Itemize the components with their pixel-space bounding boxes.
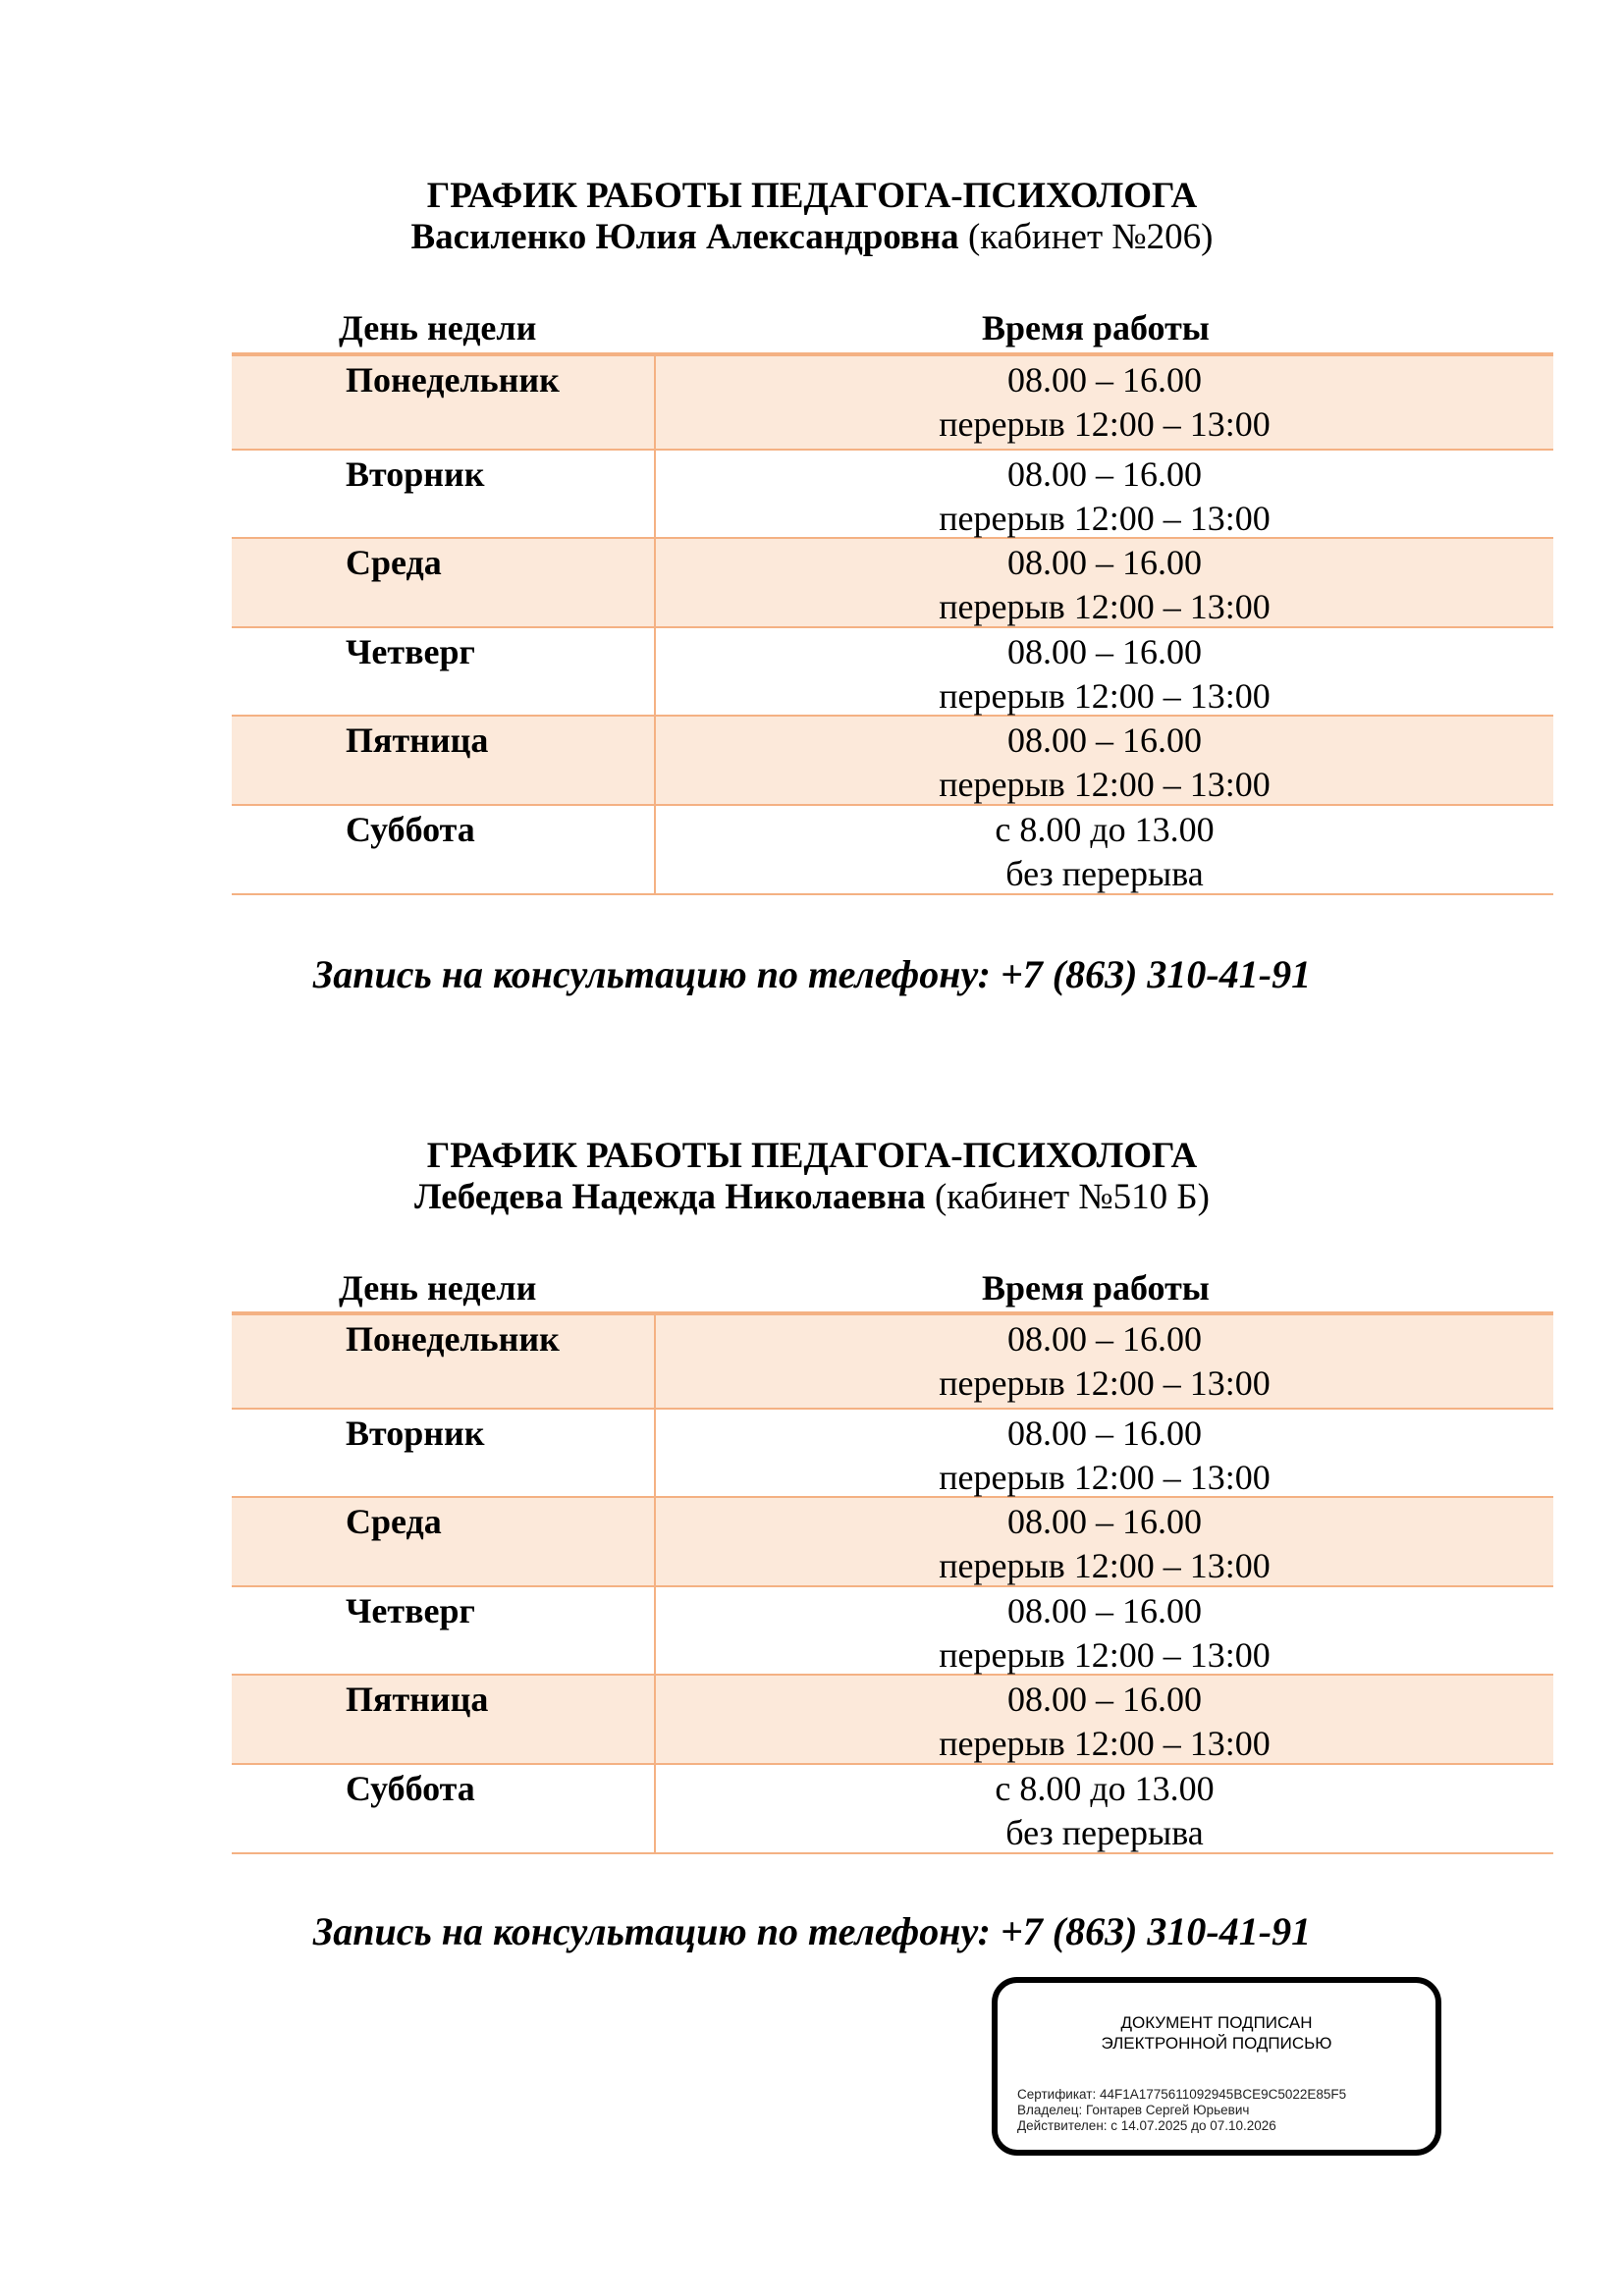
room-number: (кабинет №510 Б)	[934, 1177, 1210, 1217]
table-row	[232, 806, 1553, 895]
work-hours: 08.00 – 16.00	[1007, 543, 1202, 582]
break-hours: без перерыва	[1005, 854, 1204, 893]
day-cell: Среда	[346, 543, 442, 582]
work-hours: 08.00 – 16.00	[1007, 360, 1202, 400]
work-hours: 08.00 – 16.00	[1007, 454, 1202, 494]
day-cell: Четверг	[346, 632, 475, 671]
work-hours: 08.00 – 16.00	[1007, 1414, 1202, 1453]
table-row	[232, 451, 1553, 539]
column-header-day: День недели	[339, 1268, 537, 1308]
column-header-time: Время работы	[982, 308, 1210, 347]
room-number: (кабинет №206)	[967, 217, 1214, 257]
time-cell	[656, 1317, 1553, 1406]
work-hours: 08.00 – 16.00	[1007, 632, 1202, 671]
time-cell	[656, 1589, 1553, 1678]
break-hours: перерыв 12:00 – 13:00	[939, 1724, 1271, 1763]
table-row	[232, 1676, 1553, 1765]
break-hours: перерыв 12:00 – 13:00	[939, 765, 1271, 804]
break-hours: перерыв 12:00 – 13:00	[939, 1635, 1271, 1675]
schedule-title: ГРАФИК РАБОТЫ ПЕДАГОГА-ПСИХОЛОГА	[426, 176, 1198, 216]
work-hours: с 8.00 до 13.00	[995, 810, 1215, 849]
stamp-title	[998, 2012, 1435, 2054]
table-row	[232, 717, 1553, 806]
phone-booking-line: Запись на консультацию по телефону: +7 (863) 310-41-91	[312, 952, 1312, 996]
stamp-info	[1017, 2087, 1346, 2134]
table-row	[232, 1587, 1553, 1676]
table-row	[232, 1410, 1553, 1498]
table-row	[232, 1498, 1553, 1587]
time-cell	[656, 719, 1553, 807]
psychologist-name: Василенко Юлия Александровна	[410, 217, 959, 257]
time-cell	[656, 1678, 1553, 1766]
column-header-time: Время работы	[982, 1268, 1210, 1308]
day-cell: Понедельник	[346, 360, 560, 400]
time-cell	[656, 1412, 1553, 1500]
break-hours: перерыв 12:00 – 13:00	[939, 404, 1271, 444]
table-row	[232, 356, 1553, 451]
day-cell: Суббота	[346, 810, 475, 849]
table-row	[232, 1315, 1553, 1410]
day-cell: Суббота	[346, 1769, 475, 1808]
break-hours: перерыв 12:00 – 13:00	[939, 499, 1271, 538]
break-hours: перерыв 12:00 – 13:00	[939, 1458, 1271, 1497]
work-hours: 08.00 – 16.00	[1007, 721, 1202, 760]
electronic-signature-stamp	[992, 1977, 1441, 2156]
work-hours: 08.00 – 16.00	[1007, 1591, 1202, 1630]
stamp-owner: Владелец: Гонтарев Сергей Юрьевич	[1017, 2103, 1250, 2117]
day-cell: Четверг	[346, 1591, 475, 1630]
table-row	[232, 628, 1553, 717]
schedule-title: ГРАФИК РАБОТЫ ПЕДАГОГА-ПСИХОЛОГА	[426, 1136, 1198, 1176]
stamp-title-line-1: ДОКУМЕНТ ПОДПИСАН	[1120, 2013, 1313, 2032]
table-row	[232, 539, 1553, 628]
day-cell: Вторник	[346, 1414, 485, 1453]
table-row	[232, 1765, 1553, 1854]
schedule-subtitle	[0, 218, 1624, 257]
day-cell: Понедельник	[346, 1319, 560, 1359]
stamp-validity: Действителен: с 14.07.2025 до 07.10.2026	[1017, 2118, 1276, 2133]
time-cell	[656, 541, 1553, 629]
day-cell: Вторник	[346, 454, 485, 494]
break-hours: перерыв 12:00 – 13:00	[939, 587, 1271, 626]
time-cell	[656, 1767, 1553, 1855]
break-hours: без перерыва	[1005, 1813, 1204, 1852]
day-cell: Пятница	[346, 721, 489, 760]
time-cell	[656, 358, 1553, 447]
work-hours: 08.00 – 16.00	[1007, 1680, 1202, 1719]
time-cell	[656, 453, 1553, 541]
phone-booking-line: Запись на консультацию по телефону: +7 (863) 310-41-91	[312, 1909, 1312, 1953]
time-cell	[656, 808, 1553, 896]
time-cell	[656, 630, 1553, 719]
day-cell: Пятница	[346, 1680, 489, 1719]
work-hours: 08.00 – 16.00	[1007, 1502, 1202, 1541]
break-hours: перерыв 12:00 – 13:00	[939, 1546, 1271, 1585]
schedule-subtitle	[0, 1178, 1624, 1217]
stamp-certificate: Сертификат: 44F1A1775611092945BCE9C5022E85F5	[1017, 2087, 1347, 2102]
break-hours: перерыв 12:00 – 13:00	[939, 1363, 1271, 1403]
stamp-title-line-2: ЭЛЕКТРОННОЙ ПОДПИСЬЮ	[1101, 2034, 1332, 2053]
time-cell	[656, 1500, 1553, 1588]
day-cell: Среда	[346, 1502, 442, 1541]
work-hours: с 8.00 до 13.00	[995, 1769, 1215, 1808]
psychologist-name: Лебедева Надежда Николаевна	[413, 1177, 926, 1217]
work-hours: 08.00 – 16.00	[1007, 1319, 1202, 1359]
break-hours: перерыв 12:00 – 13:00	[939, 676, 1271, 716]
column-header-day: День недели	[339, 308, 537, 347]
